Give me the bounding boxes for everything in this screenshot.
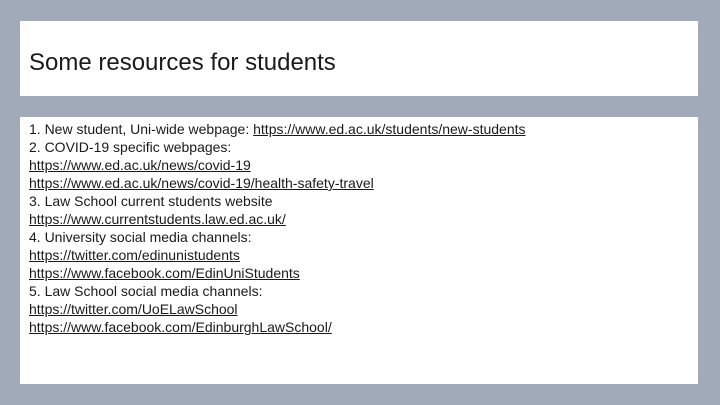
title-panel <box>20 21 698 96</box>
resource-label: 4. University social media channels: <box>29 229 252 245</box>
slide-title: Some resources for students <box>29 49 336 76</box>
content-panel <box>20 117 698 384</box>
resource-label: 1. New student, Uni-wide webpage: <box>29 121 254 137</box>
resource-line-5 <box>29 192 273 210</box>
resource-label: 3. Law School current students website <box>29 193 273 209</box>
resource-line-12 <box>29 318 332 336</box>
resource-line-11 <box>29 300 238 318</box>
resource-line-10 <box>29 282 262 300</box>
resource-link[interactable]: https://www.ed.ac.uk/news/covid-19/health-safety-travel <box>29 175 374 191</box>
resource-link[interactable]: https://www.currentstudents.law.ed.ac.uk/ <box>29 211 286 227</box>
resource-line-9 <box>29 264 300 282</box>
resource-line-1 <box>29 120 526 138</box>
resource-line-4 <box>29 174 374 192</box>
resource-line-6 <box>29 210 286 228</box>
resource-link[interactable]: https://twitter.com/edinunistudents <box>29 247 240 263</box>
resource-line-2 <box>29 138 231 156</box>
resource-line-3 <box>29 156 251 174</box>
resource-label: 5. Law School social media channels: <box>29 283 263 299</box>
resource-link[interactable]: https://www.ed.ac.uk/news/covid-19 <box>29 157 251 173</box>
resource-link[interactable]: https://twitter.com/UoELawSchool <box>29 301 238 317</box>
resource-label: 2. COVID-19 specific webpages: <box>29 139 232 155</box>
resource-link[interactable]: https://www.ed.ac.uk/students/new-students <box>253 121 526 137</box>
resource-link[interactable]: https://www.facebook.com/EdinburghLawSchool/ <box>29 319 332 335</box>
resource-line-8 <box>29 246 240 264</box>
resource-link[interactable]: https://www.facebook.com/EdinUniStudents <box>29 265 300 281</box>
resource-line-7 <box>29 228 252 246</box>
